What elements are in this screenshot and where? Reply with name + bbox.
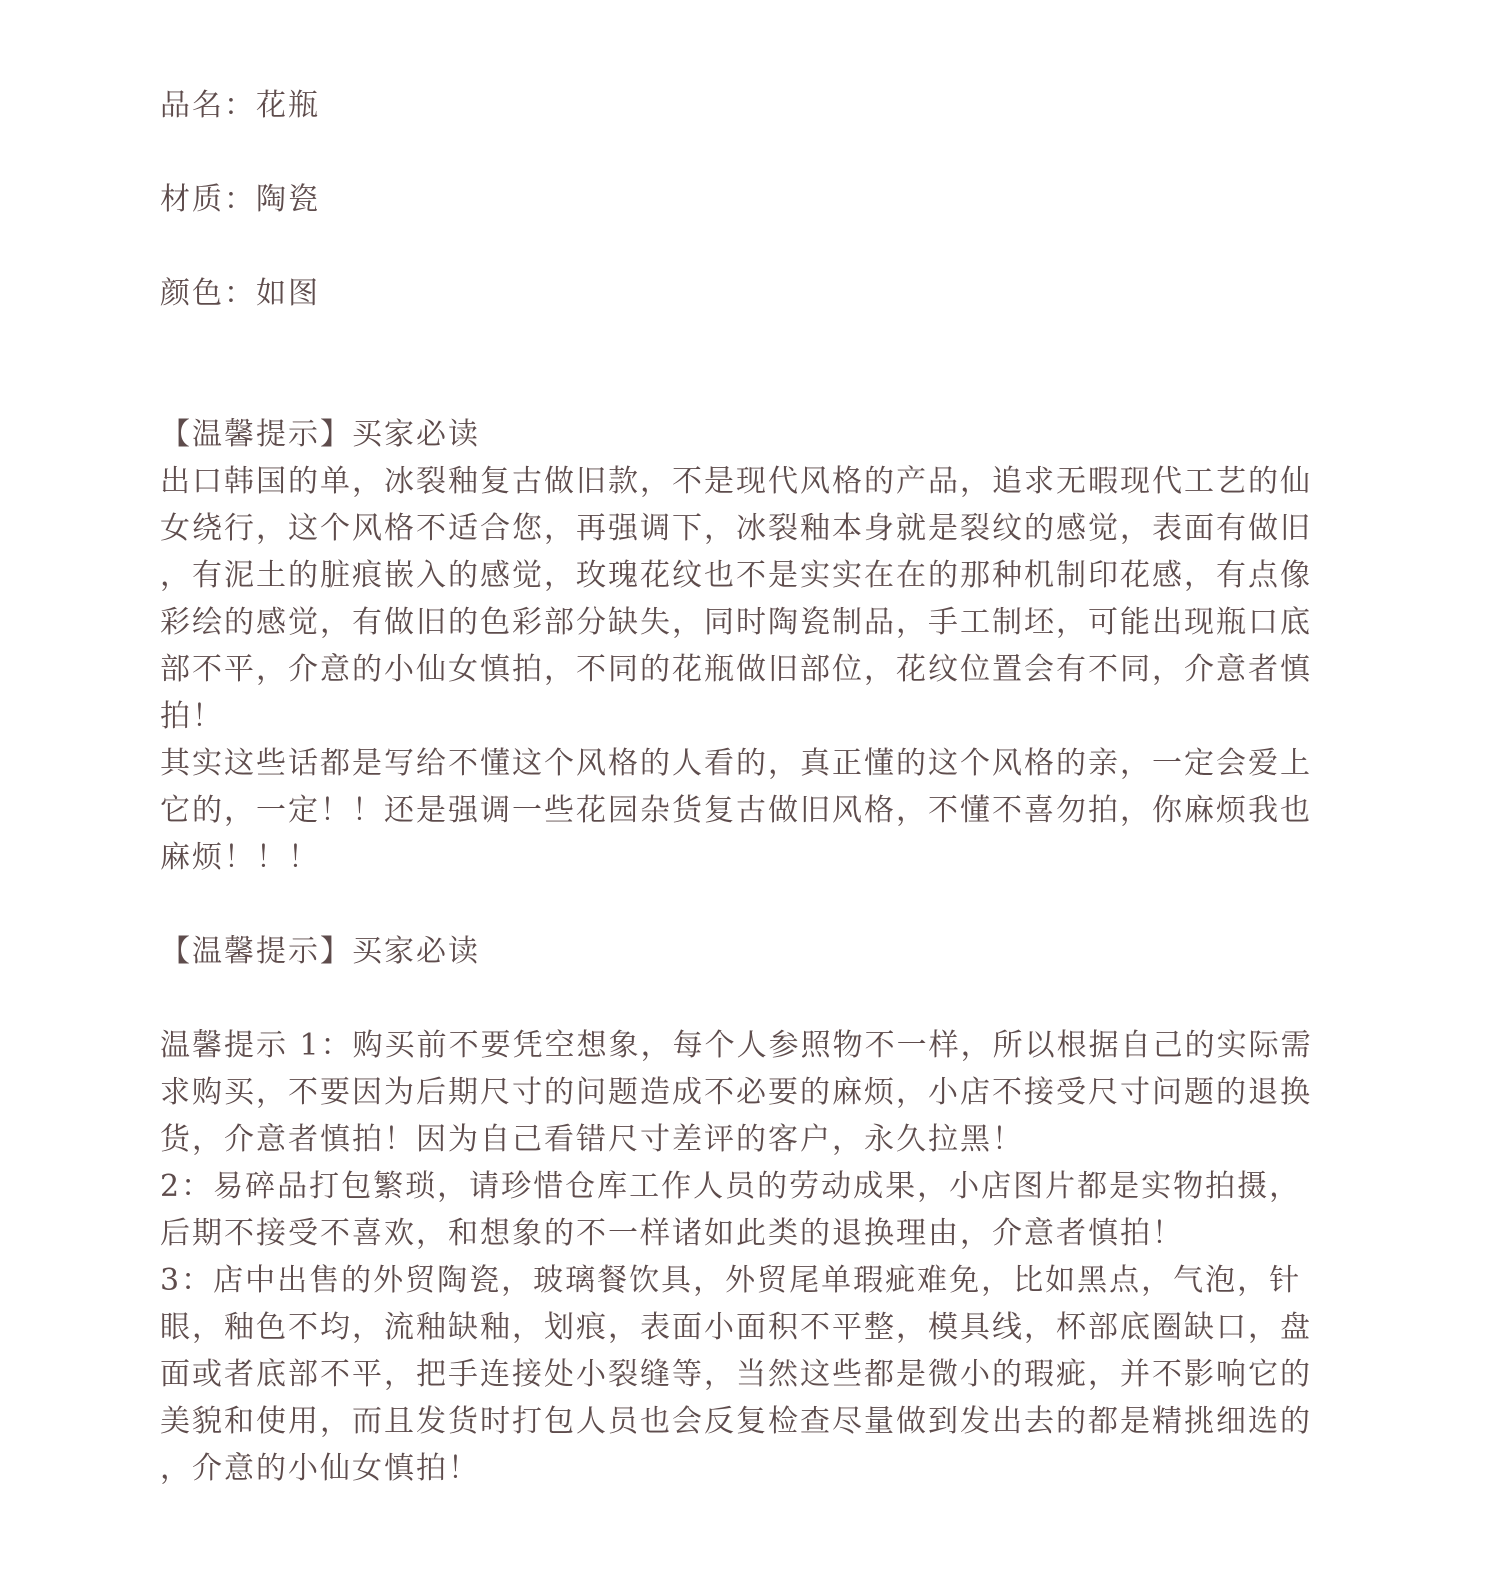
notice-text-line: 它的，一定！！还是强调一些花园杂货复古做旧风格，不懂不喜勿拍，你麻烦我也 [160,793,1312,828]
tip-text-line: 眼，釉色不均，流釉缺釉，划痕，表面小面积不平整，模具线，杯部底圈缺口，盘 [160,1310,1312,1345]
tip-text-line: 求购买，不要因为后期尺寸的问题造成不必要的麻烦，小店不接受尺寸问题的退换 [160,1075,1312,1110]
tip-two [160,1163,1500,1257]
notice-text-line: 部不平，介意的小仙女慎拍，不同的花瓶做旧部位，花纹位置会有不同，介意者慎 [160,652,1312,687]
tip-text-line: 2：易碎品打包繁琐，请珍惜仓库工作人员的劳动成果，小店图片都是实物拍摄， [160,1169,1302,1204]
product-specs [160,82,1500,317]
tip-one [160,1022,1500,1163]
notice-section-two [160,928,1500,1492]
notice-text-line: ，有泥土的脏痕嵌入的感觉，玫瑰花纹也不是实实在在的那种机制印花感，有点像 [160,558,1312,593]
notice-tips [160,1022,1500,1492]
tip-three [160,1257,1500,1492]
notice-text-line: 出口韩国的单，冰裂釉复古做旧款，不是现代风格的产品，追求无暇现代工艺的仙 [160,464,1312,499]
tip-text-line: 货，介意者慎拍！因为自己看错尺寸差评的客户，永久拉黑！ [160,1122,1024,1157]
notice-heading: 【温馨提示】买家必读 [160,417,480,452]
tip-text-line: 后期不接受不喜欢，和想象的不一样诸如此类的退换理由，介意者慎拍！ [160,1216,1184,1251]
product-spec-color: 颜色：如图 [160,276,320,311]
notice-text-line: 拍！ [160,699,224,734]
notice-text-line: 彩绘的感觉，有做旧的色彩部分缺失，同时陶瓷制品，手工制坯，可能出现瓶口底 [160,605,1312,640]
tip-text-line: 3：店中出售的外贸陶瓷，玻璃餐饮具，外贸尾单瑕疵难免，比如黑点，气泡，针 [160,1263,1302,1298]
tip-text-line: 温馨提示 1：购买前不要凭空想象，每个人参照物不一样，所以根据自己的实际需 [160,1028,1313,1063]
tip-text-line: 面或者底部不平，把手连接处小裂缝等，当然这些都是微小的瑕疵，并不影响它的 [160,1357,1312,1392]
product-spec-material: 材质：陶瓷 [160,182,320,217]
tip-text-line: 美貌和使用，而且发货时打包人员也会反复检查尽量做到发出去的都是精挑细选的 [160,1404,1312,1439]
notice-paragraph-one [160,458,1500,740]
notice-text-line: 麻烦！！！ [160,840,320,875]
notice-section-one [160,411,1500,881]
notice-paragraph-two [160,740,1500,881]
notice-text-line: 其实这些话都是写给不懂这个风格的人看的，真正懂的这个风格的亲，一定会爱上 [160,746,1312,781]
tip-text-line: ，介意的小仙女慎拍！ [160,1451,480,1486]
notice-heading: 【温馨提示】买家必读 [160,934,480,969]
notice-text-line: 女绕行，这个风格不适合您，再强调下，冰裂釉本身就是裂纹的感觉，表面有做旧 [160,511,1312,546]
product-spec-name: 品名：花瓶 [160,88,320,123]
